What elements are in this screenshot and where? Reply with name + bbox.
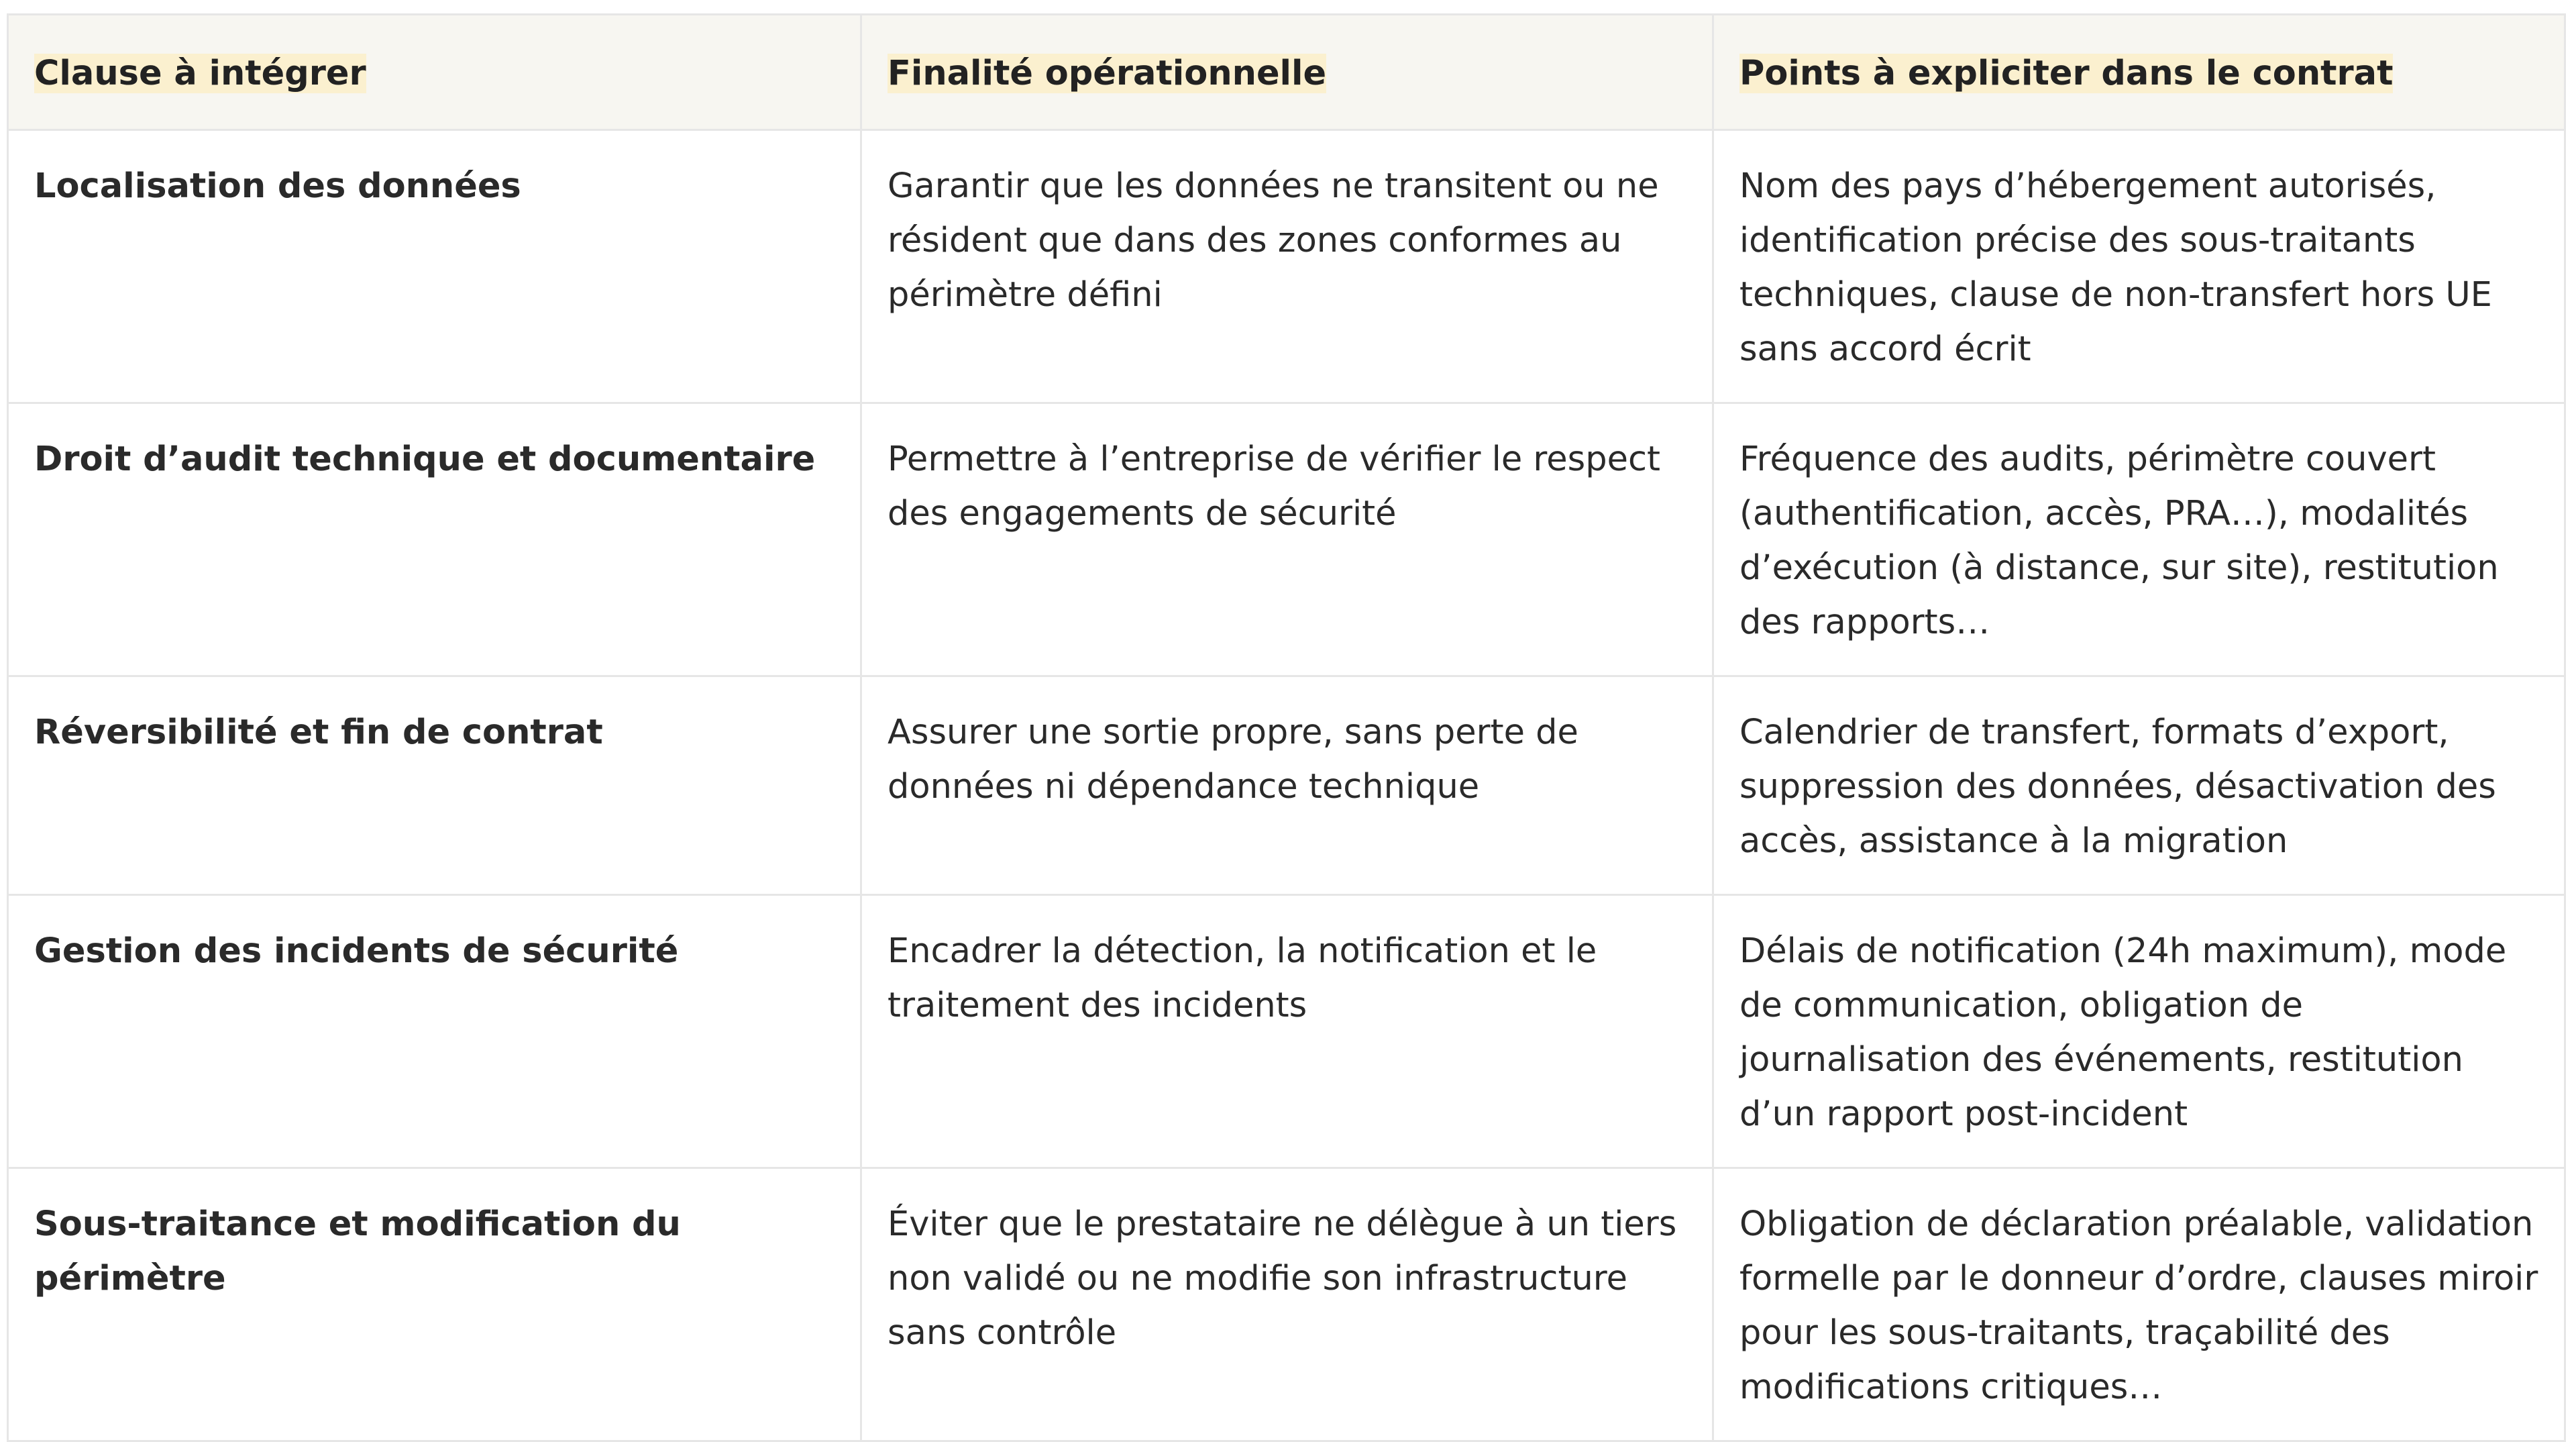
table-header bbox=[8, 15, 2565, 130]
cell-clause: Réversibilité et fin de contrat bbox=[8, 676, 861, 895]
cell-clause: Localisation des données bbox=[8, 130, 861, 403]
table-row bbox=[8, 676, 2565, 895]
cell-purpose: Assurer une sortie propre, sans perte de données ni dépendance technique bbox=[861, 676, 1713, 895]
table-row bbox=[8, 1168, 2565, 1441]
table-header-row bbox=[8, 15, 2565, 130]
table-body bbox=[8, 130, 2565, 1441]
cell-purpose: Permettre à l’entreprise de vérifier le respect des engagements de sécurité bbox=[861, 403, 1713, 676]
table-row bbox=[8, 895, 2565, 1168]
cell-purpose: Encadrer la détection, la notification et le traitement des incidents bbox=[861, 895, 1713, 1168]
column-header-label: Clause à intégrer bbox=[34, 54, 366, 93]
cell-points: Fréquence des audits, périmètre couvert (authentification, accès, PRA…), modalités d’exécution (à distance, sur site), restitution des rapports… bbox=[1713, 403, 2565, 676]
cell-purpose: Éviter que le prestataire ne délègue à un tiers non validé ou ne modifie son infrastructure sans contrôle bbox=[861, 1168, 1713, 1441]
cell-points: Calendrier de transfert, formats d’export, suppression des données, désactivation des accès, assistance à la migration bbox=[1713, 676, 2565, 895]
table-row bbox=[8, 403, 2565, 676]
contract-clauses-table bbox=[7, 13, 2566, 1442]
cell-purpose: Garantir que les données ne transitent ou ne résident que dans des zones conformes au périmètre défini bbox=[861, 130, 1713, 403]
cell-clause: Droit d’audit technique et documentaire bbox=[8, 403, 861, 676]
cell-points: Obligation de déclaration préalable, validation formelle par le donneur d’ordre, clauses miroir pour les sous-traitants, traçabilité des modifications critiques… bbox=[1713, 1168, 2565, 1441]
table-row bbox=[8, 130, 2565, 403]
column-header-points bbox=[1713, 15, 2565, 130]
column-header-label: Points à expliciter dans le contrat bbox=[1739, 54, 2394, 93]
contract-clauses-table-container bbox=[7, 13, 2564, 1442]
column-header-purpose bbox=[861, 15, 1713, 130]
column-header-label: Finalité opérationnelle bbox=[888, 54, 1327, 93]
column-header-clause bbox=[8, 15, 861, 130]
cell-points: Délais de notification (24h maximum), mode de communication, obligation de journalisation des événements, restitution d’un rapport post-incident bbox=[1713, 895, 2565, 1168]
cell-points: Nom des pays d’hébergement autorisés, identification précise des sous-traitants techniques, clause de non-transfert hors UE sans accord écrit bbox=[1713, 130, 2565, 403]
cell-clause: Sous-traitance et modification du périmètre bbox=[8, 1168, 861, 1441]
cell-clause: Gestion des incidents de sécurité bbox=[8, 895, 861, 1168]
